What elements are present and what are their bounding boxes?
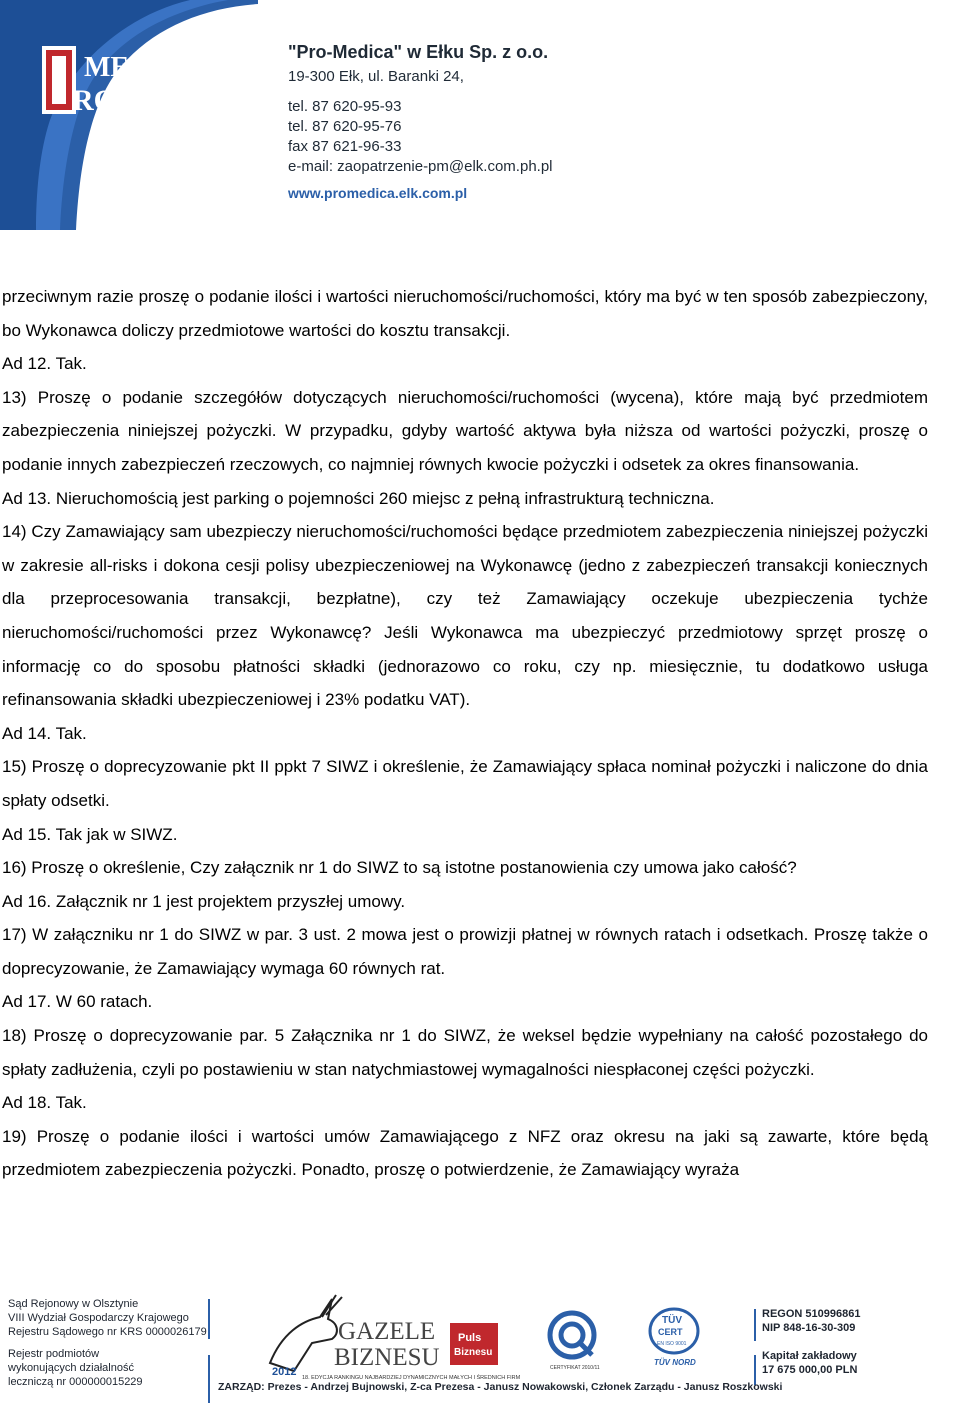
share-capital-label: Kapitał zakładowy xyxy=(762,1350,857,1362)
pro-medica-logo-icon xyxy=(42,44,212,116)
register-line-2: wykonujących działalność xyxy=(8,1362,134,1374)
company-phone-2: tel. 87 620-95-76 xyxy=(288,118,402,135)
gazele-antelope-icon xyxy=(270,1295,342,1371)
question-paragraph: 14) Czy Zamawiający sam ubezpieczy nieruchomości/ruchomości będące przedmiotem zabezpieczenia niniejszej pożyczki w zakresie all-risks i dokona cesji polisy ubezpieczeniowej na Wykonawcę (jedno z zabezpieczeń transakcji koniecznych dla przeprocesowania transakcji, bezpłatne), czy też Zamawiający oczekuje ubezpieczenia tychże nieruchomości/ruchomości przez Wykonawcę? Jeśli Wykonawca ma ubezpieczyć przedmiotowy sprzęt proszę o informację co do sposobu płatności składki (jednorazowo co roku, czy np. miesięcznie, tu dodatkowo usługa refinansowania składki ubezpieczeniowej i 23% podatku VAT). xyxy=(2,522,928,710)
letterhead-footer xyxy=(0,1285,960,1423)
answer-paragraph: Ad 18. Tak. xyxy=(2,1093,87,1113)
company-name: "Pro-Medica" w Ełku Sp. z o.o. xyxy=(288,42,549,62)
gazele-caption: 18. EDYCJA RANKINGU NAJBARDZIEJ DYNAMICZNYCH MAŁYCH I ŚREDNICH FIRM xyxy=(302,1375,521,1381)
gazele-title: GAZELE xyxy=(338,1318,436,1345)
question-paragraph: 13) Proszę o podanie szczegółów dotyczących nieruchomości/ruchomości (wycena), które mają być przedmiotem zabezpieczenia niniejszej pożyczki. W przypadku, gdyby wartość aktywa była niższa od wartości pożyczki, proszę o podanie innych zabezpieczeń rzeczowych, co najmniej równych kwocie pożyczki i odsetek za okres finansowania. xyxy=(2,387,928,474)
share-capital-value: 17 675 000,00 PLN xyxy=(762,1364,858,1376)
tuv-cert-label: CERT xyxy=(658,1327,683,1337)
tuv-label: TÜV xyxy=(662,1315,682,1326)
court-registration xyxy=(8,1297,208,1389)
register-line-3: leczniczą nr 000000015229 xyxy=(8,1376,143,1388)
question-paragraph: 18) Proszę o doprecyzowanie par. 5 Załącznika nr 1 do SIWZ, że weksel będzie wypełniany na całość pozostałego do spłaty zadłużenia, czyli po postawieniu w stan natychmiastowej wymagalności niespłaconej części pożyczki. xyxy=(2,1026,928,1079)
management-board: ZARZĄD: Prezes - Andrzej Bujnowski, Z-ca Prezesa - Janusz Nowakowski, Członek Zarządu - Janusz Roszkowski xyxy=(218,1381,783,1393)
paragraph: przeciwnym razie proszę o podanie ilości i wartości nieruchomości/ruchomości, który ma być w ten sposób zabezpieczony, bo Wykonawca doliczy przedmiotowe wartości do kosztu transakcji. xyxy=(2,287,928,340)
company-address: 19-300 Ełk, ul. Baranki 24, xyxy=(288,68,464,85)
answer-paragraph: Ad 16. Załącznik nr 1 jest projektem przyszłej umowy. xyxy=(2,891,406,911)
company-identifiers xyxy=(762,1307,952,1377)
logo-medica-text: MEDICA xyxy=(84,52,201,83)
tuv-iso-label: EN ISO 9001 xyxy=(657,1341,687,1347)
court-line-1: Sąd Rejonowy w Olsztynie xyxy=(8,1298,139,1310)
puls-biznesu-line-1: Puls xyxy=(458,1332,482,1344)
gazele-year: 2012 xyxy=(272,1366,297,1378)
letterhead xyxy=(0,0,960,230)
question-paragraph: 19) Proszę o podanie ilości i wartości umów Zamawiającego z NFZ oraz okresu na jaki są zawarte, które będą przedmiotem zabezpieczenia pożyczki. Ponadto, proszę o potwierdzenie, że Zamawiający wyraża xyxy=(2,1126,928,1180)
gazele-subtitle: BIZNESU xyxy=(334,1344,440,1371)
question-paragraph: 16) Proszę o określenie, Czy załącznik nr 1 do SIWZ to są istotne postanowienia czy umowa jako całość? xyxy=(2,858,797,878)
certificate-caption: CERTYFIKAT 2010/11 xyxy=(550,1365,600,1371)
tuv-nord-label: TÜV NORD xyxy=(654,1358,696,1367)
puls-biznesu-logo xyxy=(450,1323,498,1365)
answer-paragraph: Ad 15. Tak jak w SIWZ. xyxy=(2,824,178,844)
company-fax: fax 87 621-96-33 xyxy=(288,138,402,155)
court-line-2: VIII Wydział Gospodarczy Krajowego xyxy=(8,1312,189,1324)
puls-biznesu-line-2: Biznesu xyxy=(454,1347,493,1358)
footer-divider xyxy=(208,1299,210,1339)
answer-paragraph: Ad 12. Tak. xyxy=(2,354,87,374)
footer-divider xyxy=(754,1309,756,1341)
regon-number: REGON 510996861 xyxy=(762,1308,861,1320)
register-line-1: Rejestr podmiotów xyxy=(8,1348,100,1360)
answer-paragraph: Ad 17. W 60 ratach. xyxy=(2,992,153,1012)
company-logo xyxy=(42,44,212,116)
nip-number: NIP 848-16-30-309 xyxy=(762,1322,856,1334)
company-email[interactable]: e-mail: zaopatrzenie-pm@elk.com.ph.pl xyxy=(288,158,553,175)
quality-certificate-icon xyxy=(550,1313,594,1357)
award-badges xyxy=(262,1293,732,1381)
question-paragraph: 17) W załączniku nr 1 do SIWZ w par. 3 ust. 2 mowa jest o prowizji płatnej w równych ratach i odsetkach. Proszę także o doprecyzowanie, że Zamawiający wymaga 60 równych rat. xyxy=(2,925,928,978)
court-line-3: Rejestru Sądowego nr KRS 0000026179 xyxy=(8,1326,207,1338)
logo-ro-text: RO xyxy=(72,84,117,116)
document-body xyxy=(2,280,928,1187)
company-phone-1: tel. 87 620-95-93 xyxy=(288,98,402,115)
company-details xyxy=(288,42,608,203)
company-website-link[interactable]: www.promedica.elk.com.pl xyxy=(288,185,468,201)
footer-divider xyxy=(208,1355,210,1403)
answer-paragraph: Ad 14. Tak. xyxy=(2,723,87,743)
answer-paragraph: Ad 13. Nieruchomością jest parking o pojemności 260 miejsc z pełną infrastrukturą techniczna. xyxy=(2,488,715,508)
question-paragraph: 15) Proszę o doprecyzowanie pkt II ppkt 7 SIWZ i określenie, że Zamawiający spłaca nominał pożyczki i naliczone do dnia spłaty odsetki. xyxy=(2,757,928,810)
